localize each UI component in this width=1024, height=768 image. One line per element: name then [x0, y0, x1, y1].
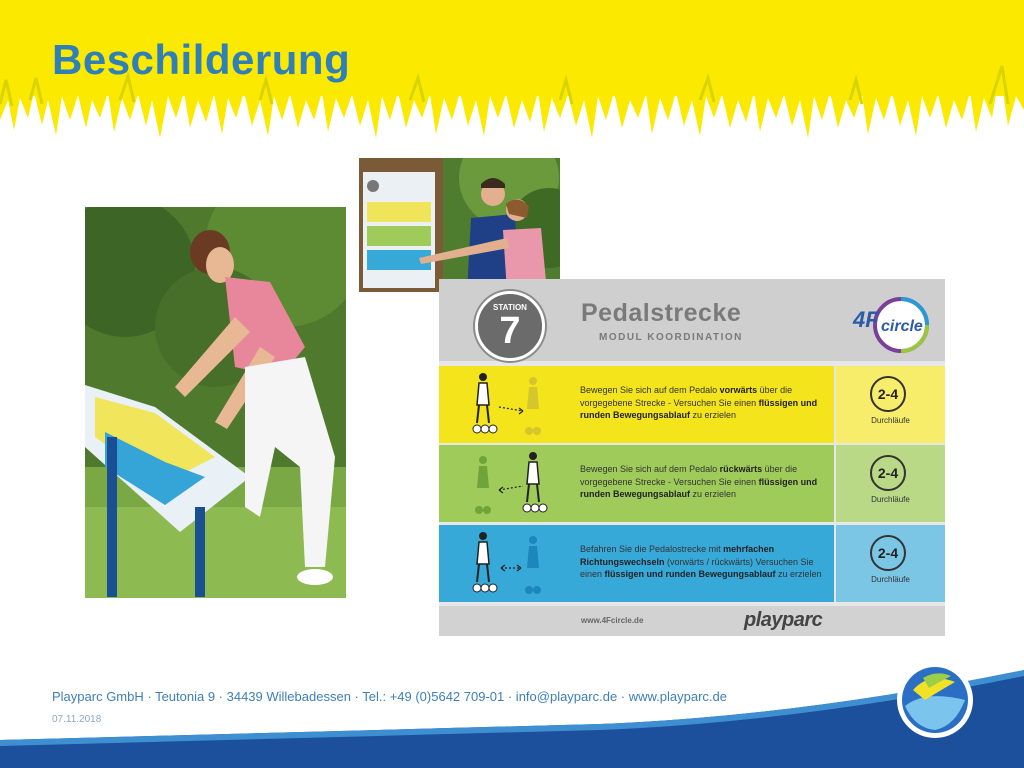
svg-text:circle: circle	[881, 318, 923, 335]
row-text-3: zu erzielen	[690, 489, 737, 499]
svg-text:4F: 4F	[853, 307, 879, 332]
sign-row-backward	[439, 445, 945, 522]
row-text-1: Bewegen Sie sich auf dem Pedalo	[580, 385, 720, 395]
row-bold-2: flüssigen und runden Bewegungsablauf	[604, 569, 776, 579]
row-instruction	[580, 463, 830, 501]
photo-couple-at-sign	[359, 158, 560, 292]
row-bold-1: rückwärts	[719, 464, 763, 474]
row-text-2: (vorwärts / rückwärts) Versuchen Sie einen	[580, 556, 814, 579]
row-bold-1: mehrfachen Richtungswechseln	[580, 544, 775, 567]
row-text-1: Bewegen Sie sich auf dem Pedalo	[580, 464, 720, 474]
row-instruction	[580, 384, 830, 422]
row-text-3: zu erzielen	[775, 569, 822, 579]
reps-count: 2-4	[870, 455, 906, 491]
photo-woman-reading-sign	[85, 207, 346, 598]
reps-label: Durchläufe	[871, 575, 910, 584]
station-badge	[475, 291, 545, 361]
row-main-panel	[439, 525, 834, 602]
row-reps-panel	[836, 445, 945, 522]
slide-title: Beschilderung	[52, 36, 351, 83]
row-main-panel	[439, 445, 834, 522]
row-text-1: Befahren Sie die Pedalostrecke mit	[580, 544, 724, 554]
sign-row-direction-change	[439, 525, 945, 602]
footer-date: 07.11.2018	[52, 714, 102, 725]
row-text-3: zu erzielen	[690, 410, 737, 420]
row-bold-2: flüssigen und runden Bewegungsablauf	[580, 476, 818, 499]
sign-row-forward	[439, 366, 945, 443]
row-bold-1: vorwärts	[719, 385, 758, 395]
4fcircle-logo-icon	[851, 291, 931, 355]
row-reps-panel	[836, 525, 945, 602]
row-text-2: über die vorgegebene Strecke - Versuchen Sie einen	[580, 385, 793, 408]
pedalo-figure-icon	[469, 450, 559, 518]
sign-subtitle: MODUL KOORDINATION	[599, 332, 743, 343]
sign-title: Pedalstrecke	[581, 299, 742, 327]
station-sign	[439, 279, 945, 636]
playparc-brand-logo: playparc	[744, 609, 823, 631]
footer-wave-band	[0, 640, 1024, 768]
station-label: STATION	[493, 303, 527, 312]
station-number: 7	[499, 310, 521, 352]
reps-count: 2-4	[870, 376, 906, 412]
row-text-2: über die vorgegebene Strecke - Versuchen Sie einen	[580, 464, 798, 487]
reps-label: Durchläufe	[871, 416, 910, 425]
footer-contact: Playparc GmbH · Teutonia 9 · 34439 Willebadessen · Tel.: +49 (0)5642 709-01 · info@playparc.de · www.playparc.de	[52, 689, 727, 704]
playparc-globe-logo-icon	[895, 660, 975, 740]
sign-url: www.4Fcircle.de	[581, 616, 644, 625]
sign-footer	[439, 606, 945, 636]
sign-header	[439, 279, 945, 361]
pedalo-figure-icon	[469, 530, 559, 598]
row-reps-panel	[836, 366, 945, 443]
reps-label: Durchläufe	[871, 495, 910, 504]
reps-count: 2-4	[870, 535, 906, 571]
row-main-panel	[439, 366, 834, 443]
row-instruction	[580, 543, 830, 581]
row-bold-2: flüssigen und runden Bewegungsablauf	[580, 397, 818, 420]
pedalo-figure-icon	[469, 371, 559, 439]
